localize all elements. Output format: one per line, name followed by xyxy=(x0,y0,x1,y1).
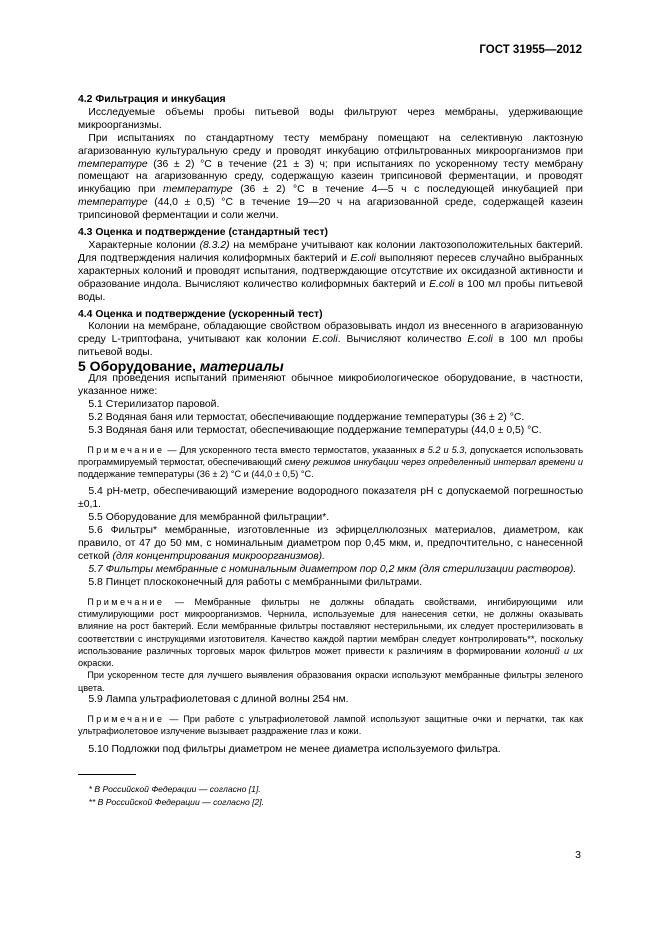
section-4-2-paragraph-2: При испытаниях по стандартному тесту мембрану помещают на селективную лактозную агаризованную культуральную среду и проводят инкубацию отфильтрованных микроорганизмов при температуре (36 ± 2) °С в течение (21 ± 3) ч; при испытаниях по ускоренному тесту мембрану помещают на агаризованную среду, содержащую казеин трипсиновой ферментации, и проводят инкубацию при температуре (36 ± 2) °С в течение 4—5 ч с последующей инкубацией при температуре (44,0 ± 0,5) °С в течение 19—20 ч на агаризованной среде, содержащей казеин трипсиновой ферментации и соли желчи. xyxy=(78,132,583,222)
section-4-2-paragraph-1: Исследуемые объемы пробы питьевой воды фильтруют через мембраны, удерживающие микроорганизмы. xyxy=(78,106,583,131)
item-5-8: 5.8 Пинцет плоскоконечный для работы с мембранными фильтрами. xyxy=(88,576,423,588)
item-5-5: 5.5 Оборудование для мембранной фильтрации*. xyxy=(88,512,330,524)
item-5-7: 5.7 Фильтры мембранные с номинальным диаметром пор 0,2 мкм (для стерилизации растворов). xyxy=(88,563,577,575)
note-2-continued: При ускоренном тесте для лучшего выявления образования окраски используют мембранные фильтры зеленого цвета. xyxy=(78,670,583,693)
item-5-10: 5.10 Подложки под фильтры диаметром не менее диаметра используемого фильтра. xyxy=(88,743,501,755)
item-5-6: 5.6 Фильтры* мембранные, изготовленные из эфирцеллюлозных материалов, диаметром, как правило, от 47 до 50 мм, с номинальным диаметром пор 0,45 мкм, и, предпочтительно, с нанесенной сеткой (для концентрирования микроорганизмов). xyxy=(78,525,583,562)
document-code: ГОСТ 31955—2012 xyxy=(479,44,582,56)
item-5-9: 5.9 Лампа ультрафиолетовая с длиной волны 254 нм. xyxy=(88,694,349,706)
footnote-2: ** В Российской Федерации — согласно [2]. xyxy=(88,796,265,807)
page-number: 3 xyxy=(575,849,581,861)
section-4-4-title: 4.4 Оценка и подтверждение (ускоренный тест) xyxy=(78,308,323,320)
item-5-2: 5.2 Водяная баня или термостат, обеспечивающие поддержание температуры (36 ± 2) °С. xyxy=(88,411,525,423)
section-4-2-title: 4.2 Фильтрация и инкубация xyxy=(78,94,226,105)
section-4-3-paragraph: Характерные колонии (8.3.2) на мембране учитывают как колонии лактозоположительных бактерий. Для подтверждения наличия колиформных бактерий и E.coli выполняют пересев случайно выбранных характерных колоний и проводят испытания, подтверждающие отсутствие их оксидазной активности и образование индола. Вычисляют количество колиформных бактерий и E.coli в 100 мл пробы питьевой воды. xyxy=(78,239,584,303)
footnote-divider xyxy=(78,774,136,775)
item-5-1: 5.1 Стерилизатор паровой. xyxy=(88,398,220,410)
page-content xyxy=(78,94,583,808)
section-5-title: 5 Оборудование, материалы xyxy=(78,358,284,375)
section-5-intro: Для проведения испытаний применяют обычное микробиологическое оборудование, в частности, указанное ниже: xyxy=(78,373,583,397)
note-3: Примечание — При работе с ультрафиолетовой лампой используют защитные очки и перчатки, так как ультрафиолетовое излучение вызывает раздражение глаз и кожи. xyxy=(78,713,583,737)
item-5-3: 5.3 Водяная баня или термостат, обеспечивающие поддержание температуры (44,0 ± 0,5) °С. xyxy=(88,424,542,436)
footnote-1: * В Российской Федерации — согласно [1]. xyxy=(88,784,261,795)
section-4-3-title: 4.3 Оценка и подтверждение (стандартный тест) xyxy=(78,227,329,239)
item-5-4: 5.4 рН-метр, обеспечивающий измерение водородного показателя рН с допускаемой погрешностью ±0,1. xyxy=(78,486,583,511)
note-1: Примечание — Для ускоренного теста вместо термостатов, указанных в 5.2 и 5.3, допускается использовать программируемый термостат, обеспечивающий смену режимов инкубации через определенный интервал времени и поддержание температуры (36 ± 2) °С и (44,0 ± 0,5) °С. xyxy=(78,444,584,480)
note-2: Примечание — Мембранные фильтры не должны обладать свойствами, ингибирующими или стимулирующими рост микроорганизмов. Чернила, используемые для нанесения сетки, не должны оказывать влияние на рост бактерий. Если мембранные фильтры поставляют нестерильными, их следует простерилизовать в соответствии с инструкциями изготовителя. Качество каждой партии мембран следует контролировать**, поскольку использование различных торговых марок фильтров может привести к различиям в формировании колоний и их окраски. xyxy=(78,596,583,669)
section-4-4-paragraph: Колонии на мембране, обладающие свойством образовывать индол из внесенного в агаризованную среду L-триптофана, учитывают как колонии E.coli. Вычисляют количество E.coli в 100 мл пробы питьевой воды. xyxy=(78,321,583,359)
